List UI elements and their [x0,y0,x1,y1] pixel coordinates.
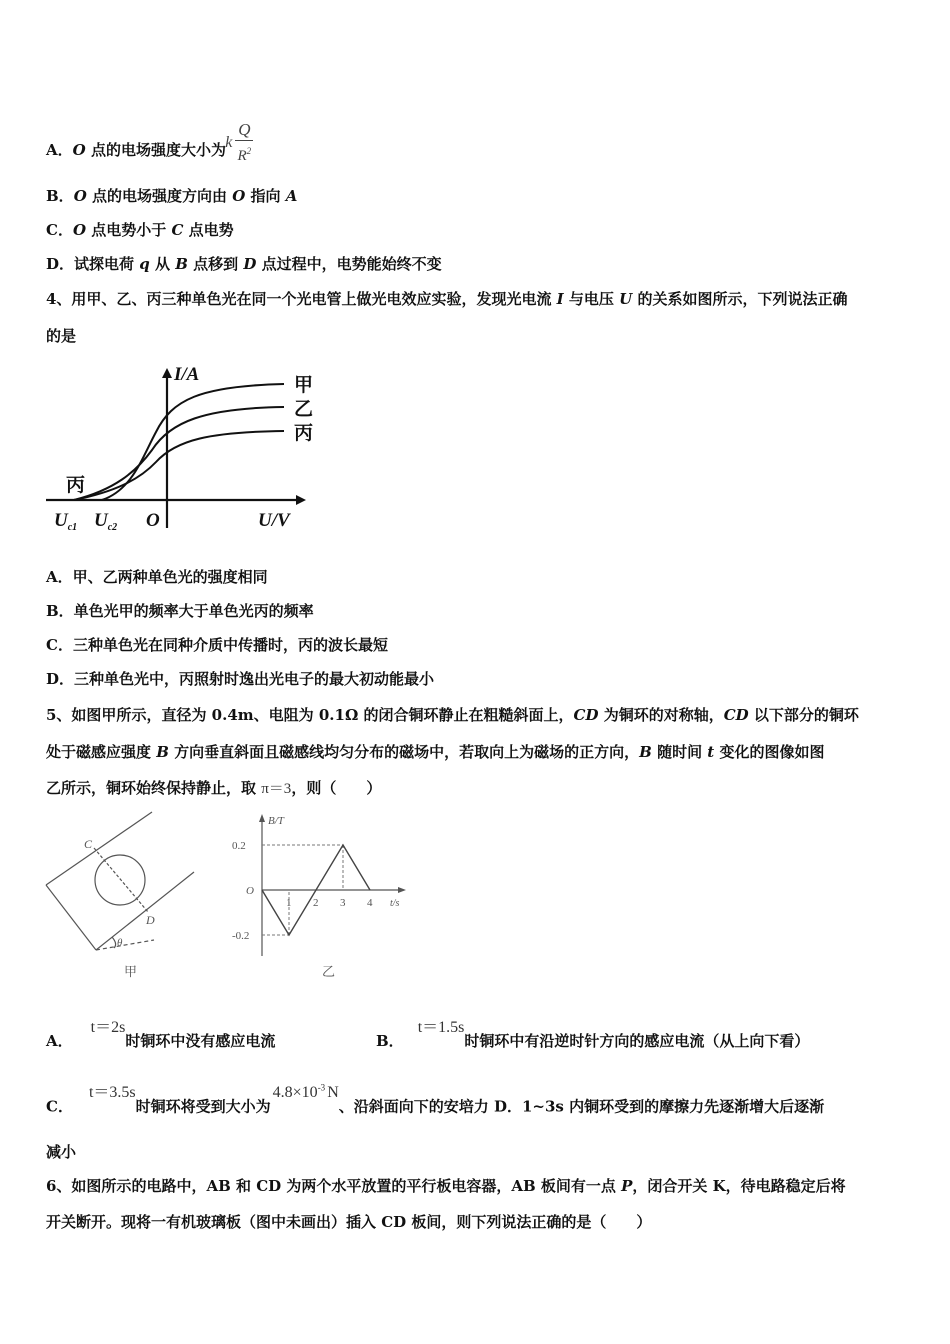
x-tick-label: 2 [313,897,319,909]
field-formula-fraction: k Q $R^2$ [235,120,253,166]
q5-stem-line1: 5、如图甲所示，直径为 0.4m、电阻为 0.1Ω 的闭合铜环静止在粗糙斜面上，CD 为铜环的对称轴，CD 以下部分的铜环 [46,706,859,724]
q4-option-b: B．单色光甲的频率大于单色光丙的频率 [46,602,314,620]
y-axis-label: I/A [174,364,200,385]
q6-stem-line1: 6、如图所示的电路中，AB 和 CD 为两个水平放置的平行板电容器，AB 板间有一点 P，闭合开关 K，待电路稳定后将 [46,1177,846,1195]
incline-ring-figure [44,810,214,980]
y-tick-label: -0.2 [232,930,250,942]
q4-option-a: A．甲、乙两种单色光的强度相同 [46,568,268,586]
chart-y-axis-arrow [259,814,265,822]
x-axis-arrow [296,495,306,505]
x-tick-label: 4 [367,897,373,909]
copper-ring [95,855,145,905]
q6-stem-line2: 开关断开。现将一有机玻璃板（图中未画出）插入 CD 板间，则下列说法正确的是（ ） [46,1213,652,1231]
y-tick-label: 0.2 [232,840,246,852]
q4-option-c: C．三种单色光在同种介质中传播时，丙的波长最短 [46,636,388,654]
q4-stem-line2: 的是 [46,327,77,345]
q5-option-c-d: C．t＝3.5s时铜环将受到大小为$4.8\times 10^{-3}$ N、沿斜面向下的安培力 D．1~3s 内铜环受到的摩擦力先逐渐增大后逐渐 [46,1083,825,1116]
q3-option-d: D．试探电荷 q 从 B 点移到 D 点过程中，电势能始终不变 [46,255,442,273]
q5-option-b: B．t＝1.5s时铜环中有沿逆时针方向的感应电流（从上向下看） [376,1019,810,1050]
q5-stem-line3: 乙所示，铜环始终保持静止，取 π＝3，则（ ） [46,779,382,797]
q3-option-c: C．O 点电势小于 C 点电势 [46,221,234,239]
chart-x-axis-arrow [398,887,406,893]
incline-edge-left [46,885,96,950]
y-axis-arrow [162,368,172,378]
angle-arc [112,937,116,948]
curve-yi [74,407,284,500]
chart-origin: O [246,885,254,897]
q3-option-a: A．O 点的电场强度大小为 k Q $R^2$ [46,128,253,174]
chart-x-label: t/s [390,898,400,909]
ring-axis-cd [94,848,148,912]
curve-jia-label: 甲 [294,375,314,396]
bing-left-label: 丙 [66,475,86,496]
x-tick-label: 3 [340,897,346,909]
q4-option-d: D．三种单色光中，丙照射时逸出光电子的最大初动能最小 [46,670,435,688]
photoelectric-iu-figure [44,360,334,535]
chart-y-label: B/T [268,815,284,827]
q5-option-d-continued: 减小 [46,1143,77,1161]
x-tick-label: 1 [286,897,292,909]
ground-line [96,940,154,950]
q5-option-a: A．t＝2s时铜环中没有感应电流 [46,1019,276,1050]
origin-label: O [146,510,160,531]
uc1-label: $U_{c1}$ [54,510,78,533]
q5-stem-line2: 处于磁感应强度 B 方向垂直斜面且磁感线均匀分布的磁场中，若取向上为磁场的正方向，B 随时间 t 变化的图像如图 [46,743,825,761]
b-t-chart [226,810,416,985]
label-theta: θ [117,937,123,949]
caption-jia: 甲 [124,964,138,979]
label-c: C [84,837,93,851]
uc2-label: $U_{c2}$ [94,510,118,533]
label-d: D [146,913,155,927]
x-axis-label: U/V [258,510,290,531]
curve-yi-label: 乙 [294,399,314,420]
curve-bing-label: 丙 [294,423,314,444]
incline-edge-upper [46,812,152,885]
caption-yi: 乙 [322,964,336,979]
q3-option-b: B．O 点的电场强度方向由 O 指向 A [46,187,298,205]
q4-stem-line1: 4、用甲、乙、丙三种单色光在同一个光电管上做光电效应实验，发现光电流 I 与电压 U 的关系如图所示，下列说法正确 [46,290,848,308]
